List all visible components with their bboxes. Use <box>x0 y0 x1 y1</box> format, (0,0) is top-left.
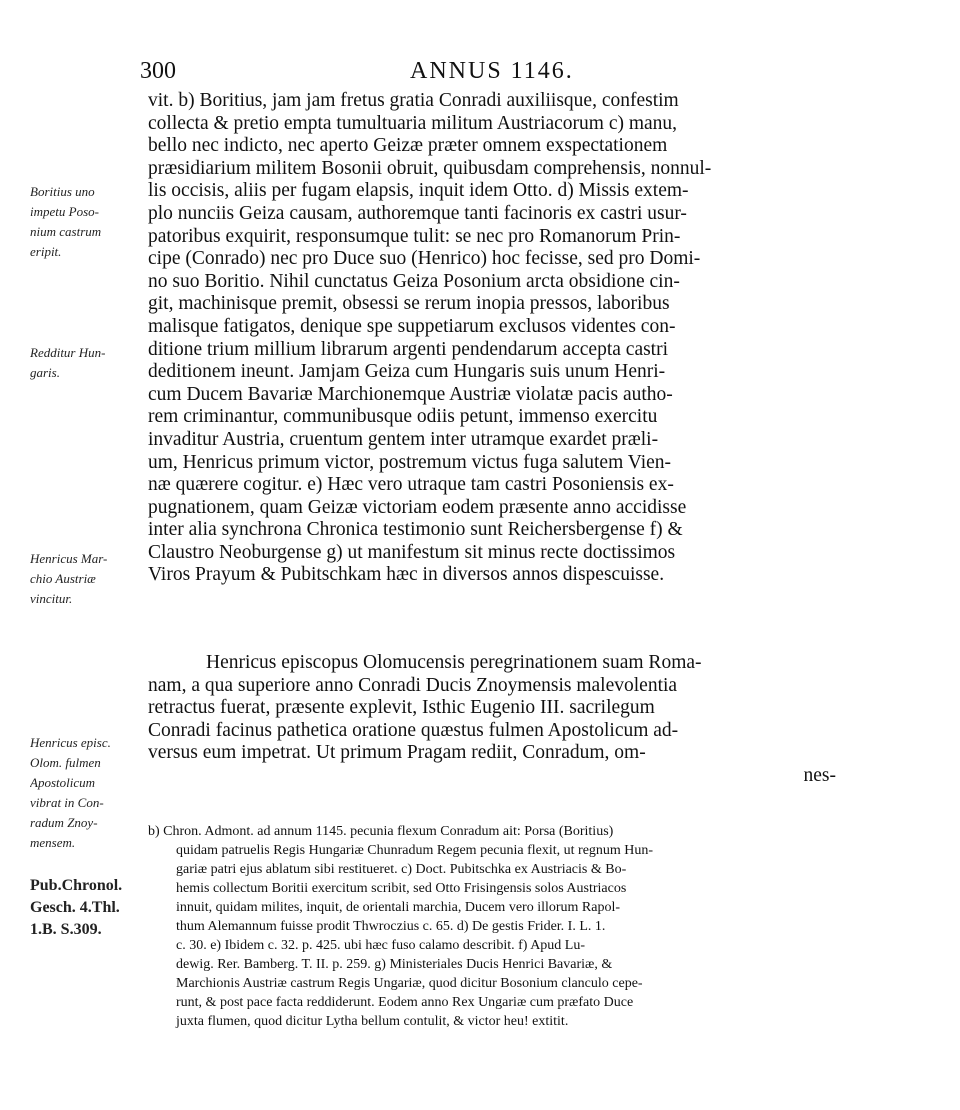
text-line: versus eum impetrat. Ut primum Pragam rediit, Conradum, om- <box>148 742 646 764</box>
text-line: nam, a qua superiore anno Conradi Ducis Znoymensis malevolentia <box>148 674 678 696</box>
running-head: ANNUS 1146. <box>410 58 574 84</box>
margin-note-line: Henricus Mar- <box>30 551 108 566</box>
margin-note-line: garis. <box>30 365 60 380</box>
text-line: rem criminantur, communibusque odiis petunt, immenso exercitu <box>148 406 658 428</box>
text-line: Claustro Neoburgense g) ut manifestum sit minus recte doctissimos <box>148 541 676 563</box>
margin-note <box>30 182 150 262</box>
margin-note-line: radum Znoy- <box>30 815 98 830</box>
footnote-line: juxta flumen, quod dicitur Lytha bellum contulit, & victor heu! extitit. <box>176 1014 569 1029</box>
second-paragraph <box>148 652 836 788</box>
margin-note-line: vincitur. <box>30 591 73 606</box>
margin-note-line: eripit. <box>30 244 62 259</box>
text-line: præsidiarium militem Bosonii obruit, quibusdam comprehensis, nonnul- <box>148 157 712 179</box>
margin-note-line: chio Austriæ <box>30 571 96 586</box>
text-line: collecta & pretio empta tumultuaria militum Austriacorum c) manu, <box>148 112 678 134</box>
text-line: git, machinisque premit, obsessi se rerum inopia pressos, laboribus <box>148 293 670 315</box>
footnote-line: quidam patruelis Regis Hungariæ Chunradum Regem pecunia flexit, ut regnum Hun- <box>176 843 654 858</box>
catchword: nes- <box>803 764 836 786</box>
main-paragraph <box>148 90 836 587</box>
text-line: vit. b) Boritius, jam jam fretus gratia Conradi auxiliisque, confestim <box>148 90 679 111</box>
margin-note-line: impetu Poso- <box>30 204 99 219</box>
text-line: Henricus episcopus Olomucensis peregrinationem suam Roma- <box>206 652 702 673</box>
footnote-line: runt, & post pace facta reddiderunt. Eodem anno Rex Ungariæ cum præfato Duce <box>176 995 634 1010</box>
margin-note <box>30 733 150 853</box>
margin-note-line: Olom. fulmen <box>30 755 101 770</box>
text-line: Viros Prayum & Pubitschkam hæc in diversos annos dispescuisse. <box>148 564 665 586</box>
text-line: næ quærere cogitur. e) Hæc vero utraque tam castri Posoniensis ex- <box>148 474 674 496</box>
text-line: ditione trium millium librarum argenti pendendarum accepta castri <box>148 338 669 360</box>
margin-note-line: vibrat in Con- <box>30 795 104 810</box>
text-line: inter alia synchrona Chronica testimonio sunt Reichersbergense f) & <box>148 519 683 541</box>
footnotes <box>148 822 836 1031</box>
footnote-line: b) Chron. Admont. ad annum 1145. pecunia flexum Conradum ait: Porsa (Boritius) <box>148 824 614 839</box>
text-line: invaditur Austria, cruentum gentem inter utramque exardet præli- <box>148 428 659 450</box>
text-line: bello nec indicto, nec aperto Geizæ præter omnem exspectationem <box>148 135 668 157</box>
page-header <box>140 58 830 88</box>
footnote-line: hemis collectum Boritii exercitum scribit, sed Otto Frisingensis solos Austriacos <box>176 881 627 896</box>
margin-note-line: Gesch. 4.Thl. <box>30 899 120 916</box>
text-line: cum Ducem Bavariæ Marchionemque Austriæ violatæ pacis autho- <box>148 383 673 405</box>
text-line: malisque fatigatos, denique spe suppetiarum exclusos videntes con- <box>148 315 676 337</box>
margin-note-line: 1.B. S.309. <box>30 921 102 938</box>
text-line: no suo Boritio. Nihil cunctatus Geiza Posonium arcta obsidione cin- <box>148 270 680 292</box>
text-line: cipe (Conrado) nec pro Duce suo (Henrico) hoc fecisse, sed pro Domi- <box>148 248 701 270</box>
footnote-line: thum Alemannum fuisse prodit Thwroczius c. 65. d) De gestis Frider. I. L. 1. <box>176 919 606 934</box>
footnote-line: Marchionis Austriæ castrum Regis Ungariæ, quod dicitur Bosonium clanculo cepe- <box>176 976 643 991</box>
footnote-line: c. 30. e) Ibidem c. 32. p. 425. ubi hæc fuso calamo describit. f) Apud Lu- <box>176 938 586 953</box>
text-line: plo nunciis Geiza causam, authoremque tanti facinoris ex castri usur- <box>148 202 687 224</box>
footnote-line: innuit, quidam milites, inquit, de orientali marchia, Ducem vero illorum Rapol- <box>176 900 621 915</box>
text-line: retractus fuerat, præsente explevit, Isthic Eugenio III. sacrilegum <box>148 697 655 719</box>
margin-note <box>30 343 150 383</box>
margin-notes <box>0 0 140 1110</box>
page-number: 300 <box>140 58 176 84</box>
margin-note <box>30 549 150 609</box>
text-line: Conradi facinus pathetica oratione quæstus fulmen Apostolicum ad- <box>148 719 679 741</box>
margin-note-line: Apostolicum <box>30 775 95 790</box>
footnote-line: gariæ patri ejus ablatum sibi restitueret. c) Doct. Pubitschka ex Austriacis & Bo- <box>176 862 627 877</box>
margin-note-line: Pub.Chronol. <box>30 877 123 894</box>
text-line: lis occisis, aliis per fugam elapsis, inquit idem Otto. d) Missis extem- <box>148 180 689 202</box>
text-line: patoribus exquirit, responsumque tulit: se nec pro Romanorum Prin- <box>148 225 681 247</box>
margin-note-line: mensem. <box>30 835 76 850</box>
margin-note-line: nium castrum <box>30 224 102 239</box>
margin-note-line: Redditur Hun- <box>30 345 106 360</box>
text-line: deditionem ineunt. Jamjam Geiza cum Hungaris suis unum Henri- <box>148 361 666 383</box>
text-line: um, Henricus primum victor, postremum victus fuga salutem Vien- <box>148 451 672 473</box>
text-line: pugnationem, quam Geizæ victoriam eodem præsente anno accidisse <box>148 496 687 518</box>
margin-note-line: Boritius uno <box>30 184 95 199</box>
footnote-line: dewig. Rer. Bamberg. T. II. p. 259. g) Ministeriales Ducis Henrici Bavariæ, & <box>176 957 613 972</box>
margin-note-line: Henricus episc. <box>30 735 111 750</box>
margin-note-reference <box>30 875 150 941</box>
